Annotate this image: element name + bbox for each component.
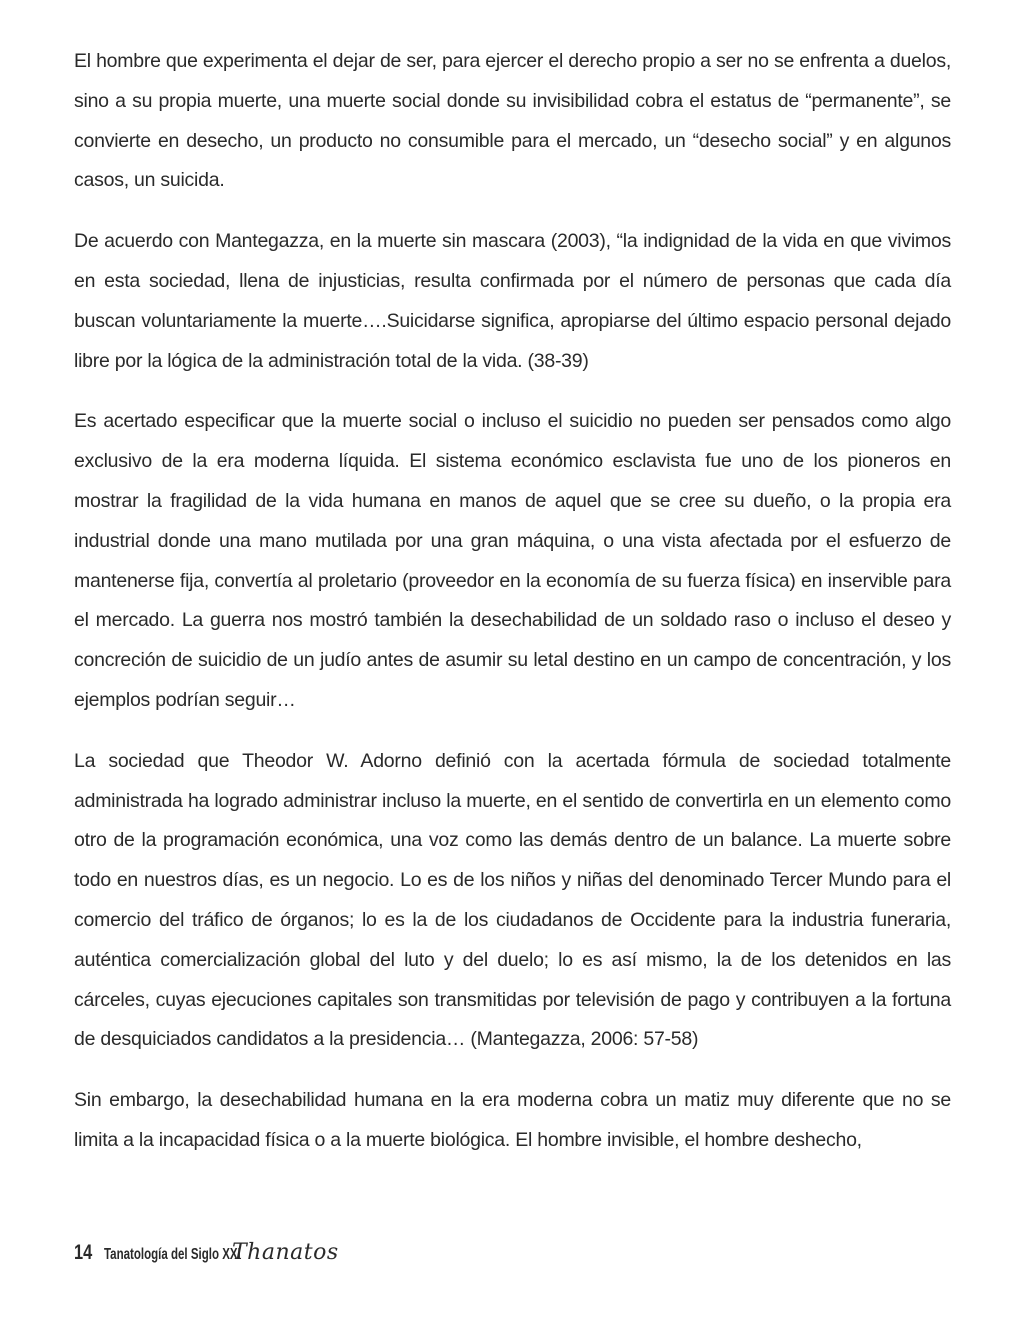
body-text bbox=[74, 42, 951, 1182]
page-footer bbox=[74, 1240, 339, 1276]
journal-logo: Thanatos bbox=[232, 1240, 339, 1265]
paragraph: Sin embargo, la desechabilidad humana en la era moderna cobra un matiz muy diferente que no se limita a la incapacidad física o a la muerte biológica. El hombre invisible, el hombre deshecho, bbox=[74, 1089, 951, 1151]
journal-title: Tanatología del Siglo XXI bbox=[104, 1246, 241, 1263]
paragraph: Es acertado especificar que la muerte social o incluso el suicidio no pueden ser pensados como algo exclusivo de la era moderna líquida. El sistema económico esclavista fue uno de los pioneros en mostrar la fragilidad de la vida humana en manos de aquel que se cree su dueño, o la propia era industrial donde una mano mutilada por una gran máquina, o una vista afectada por el esfuerzo de mantenerse fija, convertía al proletario (proveedor en la economía de su fuerza física) en inservible para el mercado. La guerra nos mostró también la desechabilidad de un soldado raso o incluso el deseo y concreción de suicidio de un judío antes de asumir su letal destino en un campo de concentración, y los ejemplos podrían seguir… bbox=[74, 410, 951, 711]
paragraph: De acuerdo con Mantegazza, en la muerte sin mascara (2003), “la indignidad de la vida en que vivimos en esta sociedad, llena de injusticias, resulta confirmada por el número de personas que cada día buscan voluntariamente la muerte….Suicidarse significa, apropiarse del último espacio personal dejado libre por la lógica de la administración total de la vida. (38-39) bbox=[74, 230, 951, 372]
paragraph: El hombre que experimenta el dejar de ser, para ejercer el derecho propio a ser no se enfrenta a duelos, sino a su propia muerte, una muerte social donde su invisibilidad cobra el estatus de “permanente”, se convierte en desecho, un producto no consumible para el mercado, un “desecho social” y en algunos casos, un suicida. bbox=[74, 50, 951, 192]
paragraph: La sociedad que Theodor W. Adorno definió con la acertada fórmula de sociedad totalmente administrada ha logrado administrar incluso la muerte, en el sentido de convertirla en un elemento como otro de la programación económica, una voz como las demás dentro de un balance. La muerte sobre todo en nuestros días, es un negocio. Lo es de los niños y niñas del denominado Tercer Mundo para el comercio del tráfico de órganos; lo es la de los ciudadanos de Occidente para la industria funeraria, auténtica comercialización global del luto y del duelo; lo es así mismo, la de los detenidos en las cárceles, cuyas ejecuciones capitales son transmitidas por televisión de pago y contribuyen a la fortuna de desquiciados candidatos a la presidencia… (Mantegazza, 2006: 57-58) bbox=[74, 749, 951, 1051]
page-number: 14 bbox=[74, 1241, 93, 1264]
